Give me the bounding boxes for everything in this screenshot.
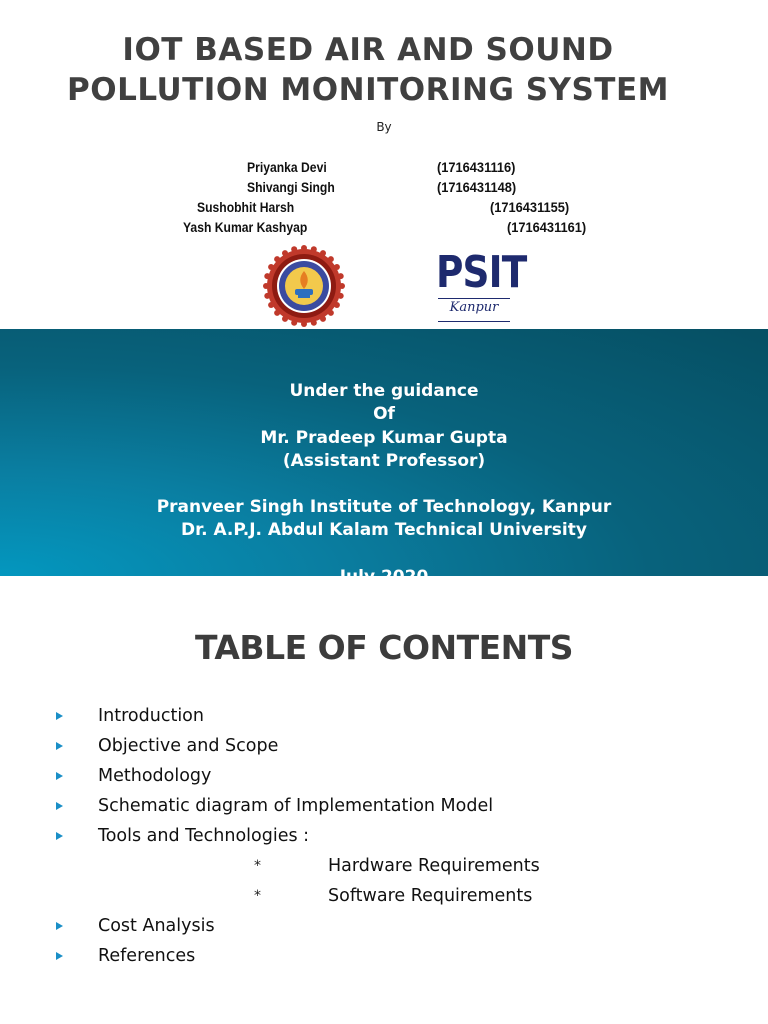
- university-name: Dr. A.P.J. Abdul Kalam Technical University: [181, 520, 587, 541]
- toc-item-references: References: [98, 946, 196, 966]
- author-name-1: Priyanka Devi: [247, 160, 327, 175]
- university-seal-logo: [263, 245, 345, 327]
- bullet-arrow-icon: [56, 832, 63, 840]
- guidance-text: [0, 380, 768, 589]
- bullet-arrow-icon: [56, 952, 63, 960]
- bullet-arrow-icon: [56, 922, 63, 930]
- author-name-3: Sushobhit Harsh: [197, 200, 295, 215]
- by-label: By: [376, 120, 392, 134]
- toc-item-methodology: Methodology: [98, 766, 212, 786]
- institute-name: Pranveer Singh Institute of Technology, Kanpur: [156, 497, 612, 518]
- title-line-1: IOT BASED AIR AND SOUND: [122, 32, 614, 68]
- sub-bullet-star: *: [254, 858, 261, 874]
- toc-title: TABLE OF CONTENTS: [194, 628, 574, 667]
- guide-designation: (Assistant Professor): [282, 450, 486, 471]
- author-name-2: Shivangi Singh: [247, 180, 335, 195]
- toc-item-schematic: Schematic diagram of Implementation Model: [98, 796, 494, 816]
- bullet-arrow-icon: [56, 802, 63, 810]
- toc-item-introduction: Introduction: [98, 706, 204, 726]
- psit-logo-text: PSIT: [436, 247, 527, 298]
- author-roll-4: (1716431161): [507, 220, 587, 235]
- toc-slide: [0, 576, 768, 1024]
- title-line-2: POLLUTION MONITORING SYSTEM: [67, 72, 669, 108]
- sub-bullet-star: *: [254, 888, 261, 904]
- author-roll-3: (1716431155): [490, 200, 570, 215]
- toc-item-objective: Objective and Scope: [98, 736, 279, 756]
- toc-item-cost: Cost Analysis: [98, 916, 215, 936]
- guidance-line-1: Under the guidance: [289, 381, 479, 401]
- bullet-arrow-icon: [56, 712, 63, 720]
- author-roll-2: (1716431148): [437, 180, 517, 195]
- psit-logo-subtext: Kanpur: [449, 300, 499, 315]
- author-name-4: Yash Kumar Kashyap: [183, 220, 308, 235]
- guide-name: Mr. Pradeep Kumar Gupta: [260, 427, 508, 448]
- toc-subitem-software: Software Requirements: [328, 886, 533, 906]
- bullet-arrow-icon: [56, 772, 63, 780]
- toc-item-tools: Tools and Technologies :: [98, 826, 310, 846]
- guidance-line-2: Of: [373, 404, 395, 425]
- slide-title: [0, 30, 736, 110]
- bullet-arrow-icon: [56, 742, 63, 750]
- toc-subitem-hardware: Hardware Requirements: [328, 856, 540, 876]
- psit-logo: [436, 247, 527, 326]
- author-roll-1: (1716431116): [437, 160, 516, 175]
